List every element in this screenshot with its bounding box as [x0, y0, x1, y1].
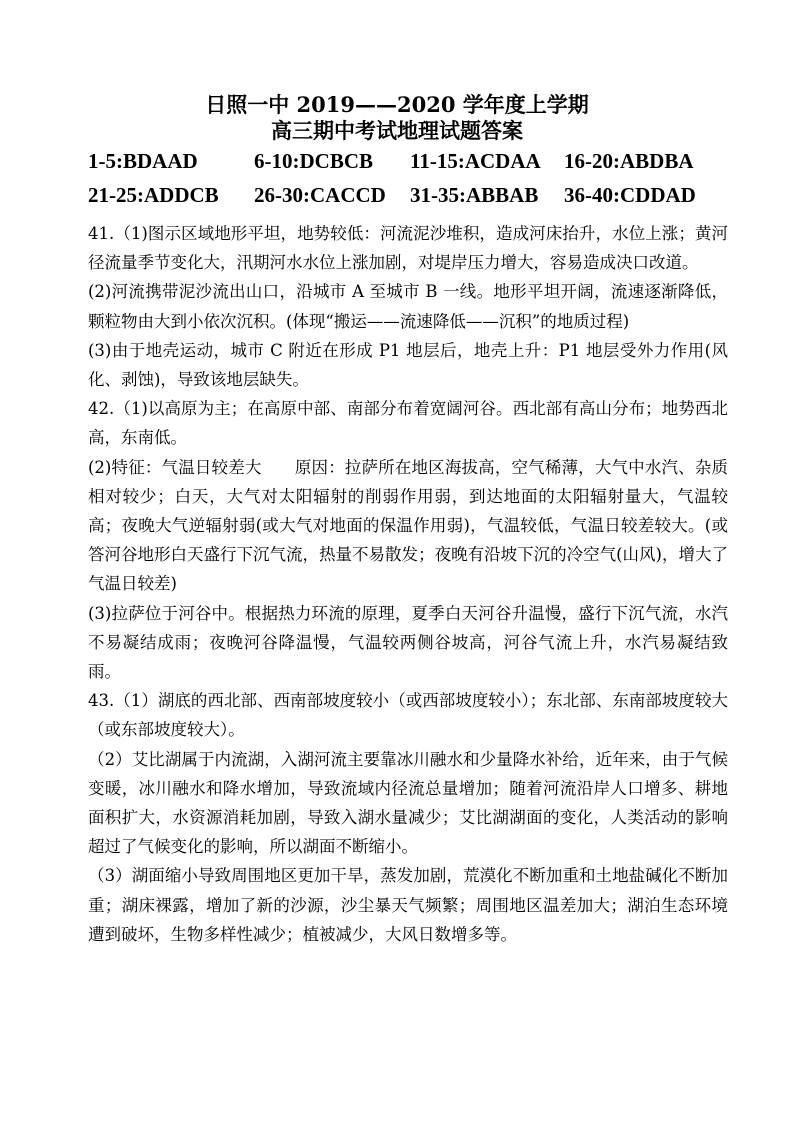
- answer-key-31-35: 31-35:ABBAB: [410, 183, 539, 207]
- answer-42-part-3: (3)拉萨位于河谷中。根据热力环流的原理，夏季白天河谷升温慢，盛行下沉气流，水汽不易凝结成雨；夜晚河谷降温慢，气温较两侧谷坡高，河谷气流上升，水汽易凝结致雨。: [88, 603, 728, 682]
- answer-43-part-1: 43.（1）湖底的西北部、西南部坡度较小（或西部坡度较小）；东北部、东南部坡度较大（或东部坡度较大）。: [88, 691, 728, 740]
- answer-explanations: [88, 219, 728, 949]
- document-title-line-1: 日照一中 2019——2020 学年度上学期: [205, 92, 589, 117]
- answer-key-row-2: [88, 180, 728, 210]
- answer-43-part-2: （2）艾比湖属于内流湖，入湖河流主要靠冰川融水和少量降水补给，近年来，由于气候变暖，冰川融水和降水增加，导致流域内径流总量增加；随着河流沿岸人口增多、耕地面积扩大，水资源消耗加剧，导致入湖水量减少；艾比湖湖面的变化，人类活动的影响超过了气候变化的影响，所以湖面不断缩小。: [88, 749, 728, 857]
- answer-41-part-1: 41.（1)图示区域地形平坦，地势较低：河流泥沙堆积，造成河床抬升，水位上涨；黄河径流量季节变化大，汛期河水水位上涨加剧，对堤岸压力增大，容易造成决口改道。: [88, 224, 728, 273]
- answer-key-11-15: 11-15:ACDAA: [410, 149, 541, 173]
- answer-key-36-40: 36-40:CDDAD: [564, 183, 696, 207]
- answer-key-16-20: 16-20:ABDBA: [564, 149, 694, 173]
- answer-41-part-3: (3)由于地壳运动，城市 C 附近在形成 P1 地层后，地壳上升：P1 地层受外力作用(风化、剥蚀)，导致该地层缺失。: [88, 340, 728, 390]
- answer-43-part-3: （3）湖面缩小导致周围地区更加干旱，蒸发加剧，荒漠化不断加重和土地盐碱化不断加重；湖床裸露，增加了新的沙源，沙尘暴天气频繁；周围地区温差加大；湖泊生态环境遭到破坏，生物多样性减少；植被减少，大风日数增多等。: [88, 866, 728, 944]
- answer-key-row-1: [88, 146, 728, 176]
- answer-42-part-1: 42.（1)以高原为主；在高原中部、南部分布着宽阔河谷。西北部有高山分布；地势西北高，东南低。: [88, 399, 728, 448]
- document-title-line-2: 高三期中考试地理试题答案: [271, 118, 523, 143]
- answer-41-part-2: (2)河流携带泥沙流出山口，沿城市 A 至城市 B 一线。地形平坦开阔，流速逐渐降低，颗粒物由大到小依次沉积。(体现“搬运——流速降低——沉积”的地质过程): [88, 282, 728, 331]
- answer-key-21-25: 21-25:ADDCB: [88, 183, 219, 207]
- answer-key-1-5: 1-5:BDAAD: [88, 149, 198, 173]
- answer-key-26-30: 26-30:CACCD: [254, 183, 386, 207]
- answer-42-part-2: (2)特征：气温日较差大 原因：拉萨所在地区海拔高，空气稀薄，大气中水汽、杂质相对较少；白天，大气对太阳辐射的削弱作用弱，到达地面的太阳辐射量大，气温较高；夜晚大气逆辐射弱(或大气对地面的保温作用弱)，气温较低，气温日较差较大。(或答河谷地形白天盛行下沉气流，热量不易散发；夜晚有沿坡下沉的冷空气(山风)，增大了气温日较差): [88, 457, 728, 594]
- answer-key-6-10: 6-10:DCBCB: [254, 149, 373, 173]
